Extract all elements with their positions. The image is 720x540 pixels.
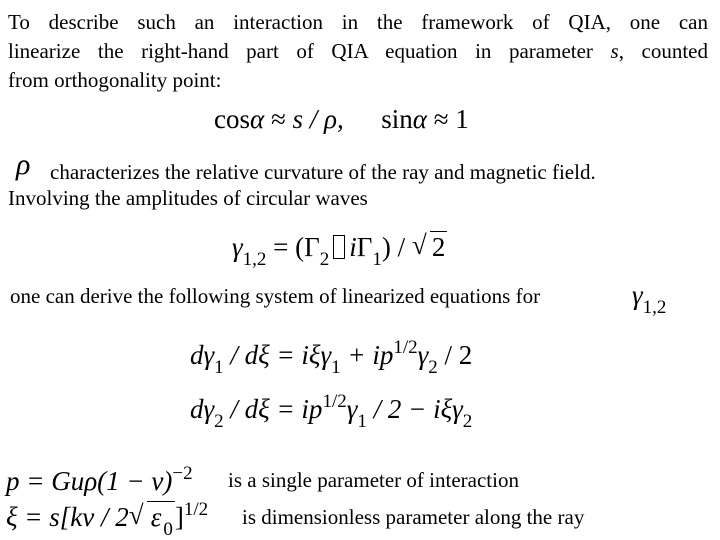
equation-gamma-definition: $\gamma_{1,2} = (\Gamma_2$ $i\Gamma_1$) / √ 2: [232, 232, 447, 263]
equation-cos-sin: cosα ≈ s / ρ, sinα ≈ 1: [214, 104, 469, 134]
equation-parameter-p: $p = Gu\rho(1 - v)^{-2}$: [6, 463, 193, 496]
involving-line: Involving the amplitudes of circular waves: [8, 186, 368, 210]
intro-line-3: from orthogonality point:: [8, 68, 222, 92]
parameter-p-description: is a single parameter of interaction: [228, 468, 519, 492]
parameter-xi-description: is dimensionless parameter along the ray: [242, 505, 585, 529]
sqrt-epsilon: √ ε $_0$: [129, 502, 175, 533]
missing-glyph-box: [333, 235, 345, 259]
intro-line-2: linearize the right-hand part of QIA equation in parameter s, counted: [8, 39, 708, 63]
rho-symbol: ρ: [16, 148, 31, 181]
intro-paragraph: [8, 8, 708, 95]
equation-parameter-xi: ξ = s[kv / 2√ ε $_0$]$^{1/2}$: [6, 502, 208, 533]
derive-line: one can derive the following system of linearized equations for: [10, 284, 541, 308]
equation-system-line-2: $d\gamma_2 / d\xi = ip^{1/2}\gamma_1 / 2 - i\xi\gamma_2$: [190, 391, 473, 432]
sqrt-two: √ 2: [412, 232, 448, 263]
intro-line-1: To describe such an interaction in the framework of QIA, one can: [8, 10, 708, 34]
equation-system-line-1: $d\gamma_1 / d\xi = i\xi\gamma_1 + ip^{1/2}\gamma_2 / 2$: [190, 337, 473, 378]
rho-description: characterizes the relative curvature of the ray and magnetic field.: [50, 160, 596, 184]
gamma-12-symbol: $\gamma_{1,2}$: [632, 280, 667, 318]
